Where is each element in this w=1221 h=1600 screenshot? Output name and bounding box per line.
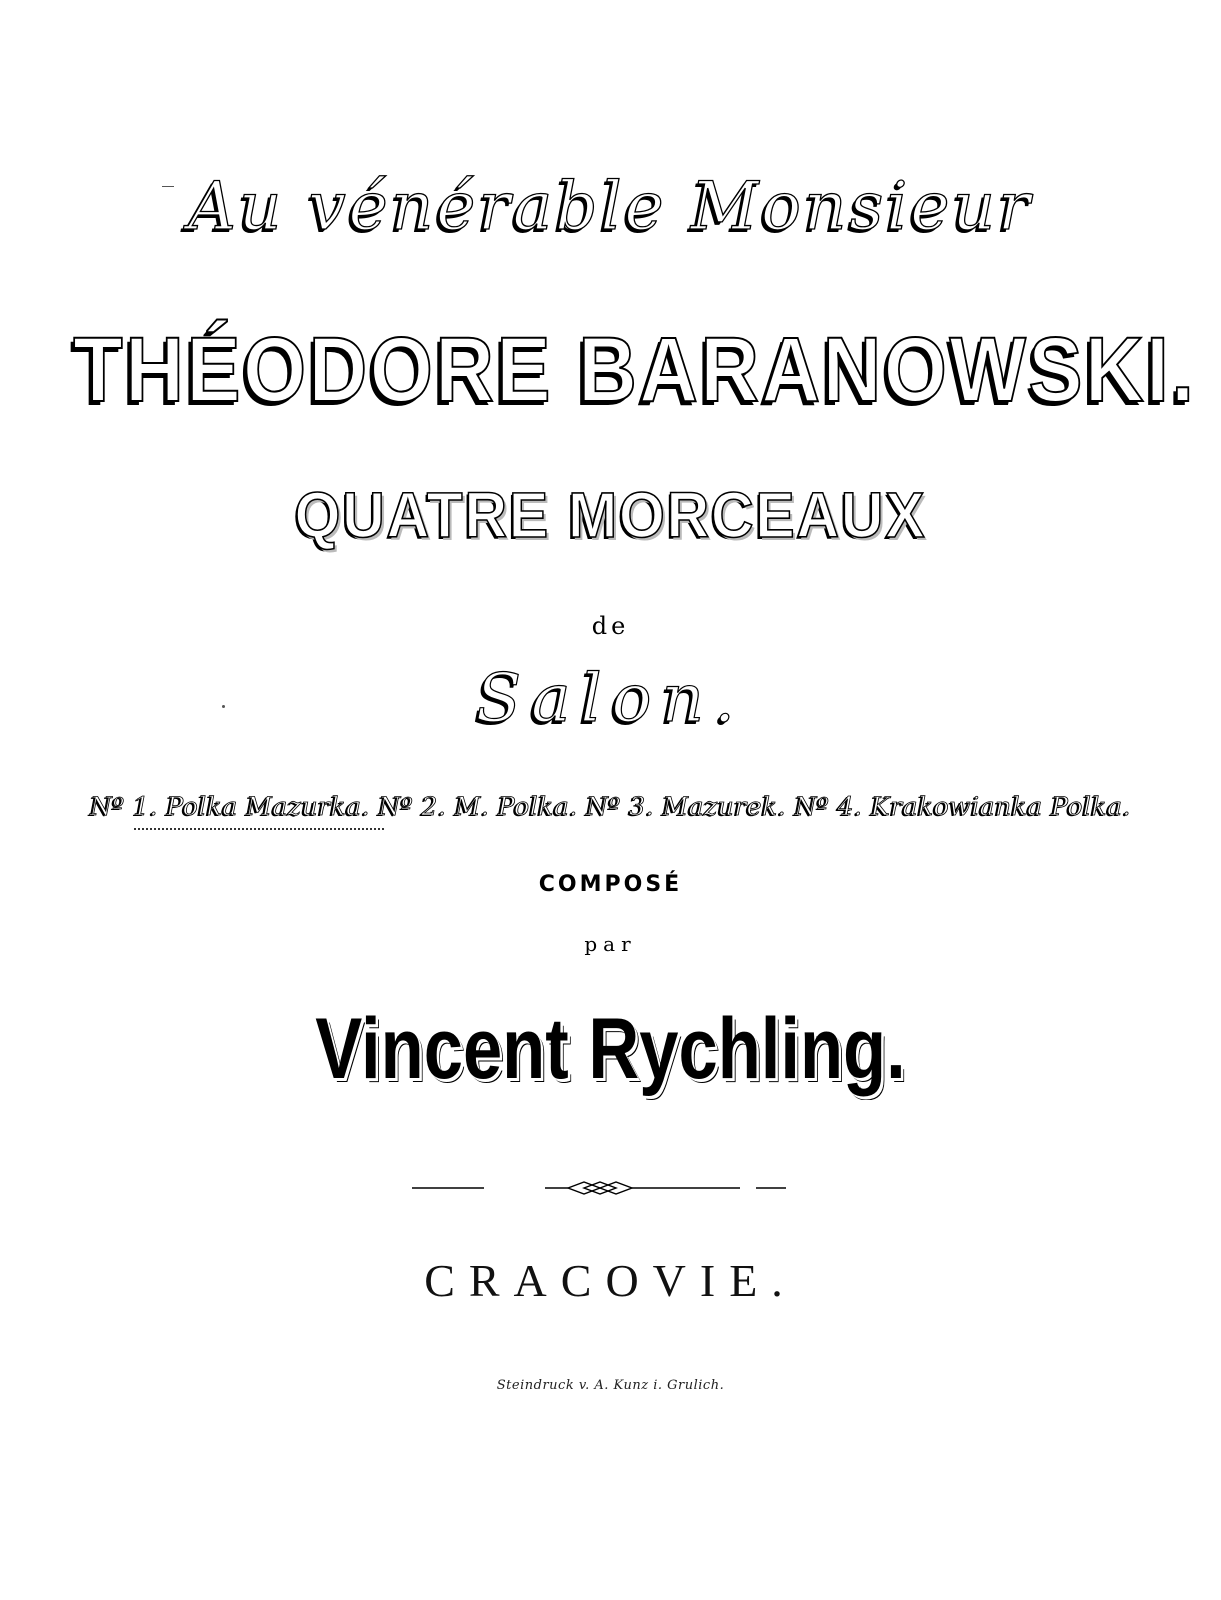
work-title: QUATRE MORCEAUX [294, 479, 927, 551]
pieces-list: Nº 1. Polka Mazurka. Nº 2. M. Polka. Nº 3. Mazurek. Nº 4. Krakowianka Polka. [90, 792, 1131, 821]
composed-label: COMPOSÉ [538, 872, 683, 897]
ornamental-divider [0, 1180, 1221, 1196]
by-label: par [584, 932, 637, 956]
printer-credit: Steindruck v. A. Kunz i. Grulich. [496, 1378, 725, 1393]
genre-word: Salon. [476, 660, 745, 737]
dedication-line: Au vénérable Monsieur [188, 168, 1033, 245]
city-name: CRACOVIE. [424, 1255, 797, 1306]
composer-name: Vincent Rychling. [315, 1001, 906, 1097]
connector-word: de [591, 612, 630, 640]
decorative-underline [134, 828, 384, 830]
dedicatee-name: THÉODORE BARANOWSKI. [73, 319, 1197, 421]
